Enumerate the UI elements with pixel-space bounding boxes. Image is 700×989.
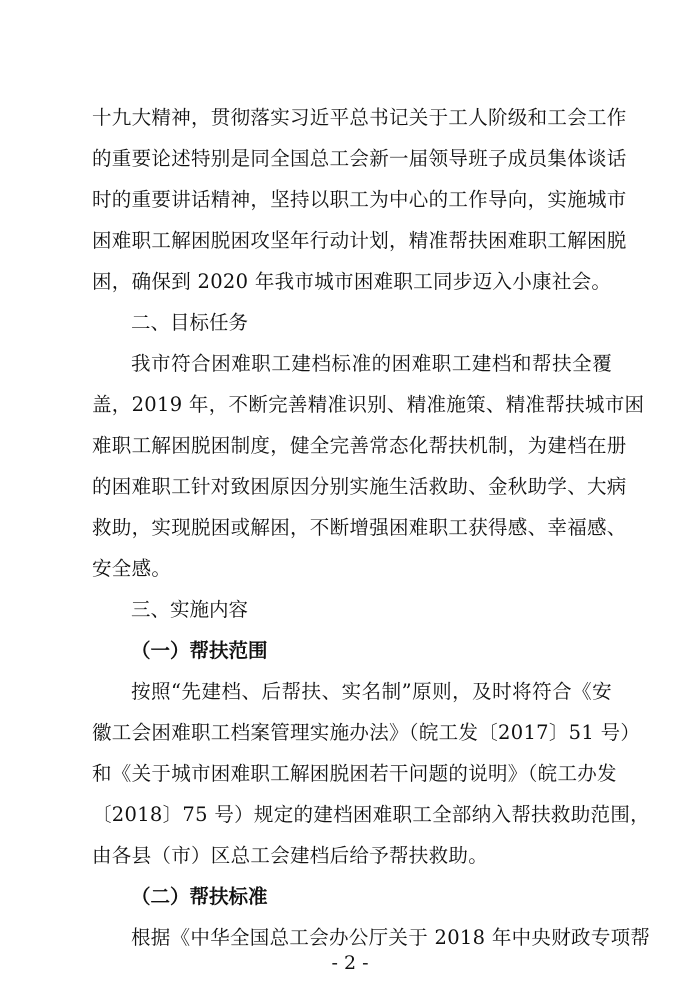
body-text-line: 我市符合困难职工建档标准的困难职工建档和帮扶全覆 xyxy=(131,352,612,375)
body-text-line: 救助，实现脱困或解困，不断增强困难职工获得感、幸福感、 xyxy=(92,516,627,539)
body-text-line: 由各县（市）区总工会建档后给予帮扶救助。 xyxy=(92,844,489,867)
body-text-line: 按照“先建档、后帮扶、实名制”原则，及时将符合《安 xyxy=(131,680,612,703)
body-text-line: 盖，2019 年，不断完善精准识别、精准施策、精准帮扶城市困 xyxy=(92,393,645,416)
page-number: - 2 - xyxy=(331,952,369,974)
body-text-line: 〔2018〕75 号）规定的建档困难职工全部纳入帮扶救助范围， xyxy=(92,803,650,826)
body-text-line: 时的重要讲话精神，坚持以职工为中心的工作导向，实施城市 xyxy=(92,188,627,211)
body-text-line: 困，确保到 2020 年我市城市困难职工同步迈入小康社会。 xyxy=(92,270,612,293)
body-text-line: 和《关于城市困难职工解困脱困若干问题的说明》（皖工办发 xyxy=(92,762,617,785)
body-text-line: 困难职工解困脱困攻坚年行动计划，精准帮扶困难职工解困脱 xyxy=(92,229,627,252)
section-heading: 二、目标任务 xyxy=(131,311,249,334)
section-heading: 三、实施内容 xyxy=(131,598,249,621)
body-text-line: 安全感。 xyxy=(92,557,172,580)
body-text-line: 十九大精神，贯彻落实习近平总书记关于工人阶级和工会工作 xyxy=(92,106,627,129)
body-text-line: 难职工解困脱困制度，健全完善常态化帮扶机制，为建档在册 xyxy=(92,434,627,457)
subsection-heading: （一）帮扶范围 xyxy=(131,639,268,662)
body-text-line: 的困难职工针对致困原因分别实施生活救助、金秋助学、大病 xyxy=(92,475,627,498)
body-text-line: 徽工会困难职工档案管理实施办法》（皖工发〔2017〕51 号） xyxy=(92,721,641,744)
body-text-line: 的重要论述特别是同全国总工会新一届领导班子成员集体谈话 xyxy=(92,147,627,170)
body-text-line: 根据《中华全国总工会办公厅关于 2018 年中央财政专项帮 xyxy=(131,926,651,949)
subsection-heading: （二）帮扶标准 xyxy=(131,885,268,908)
